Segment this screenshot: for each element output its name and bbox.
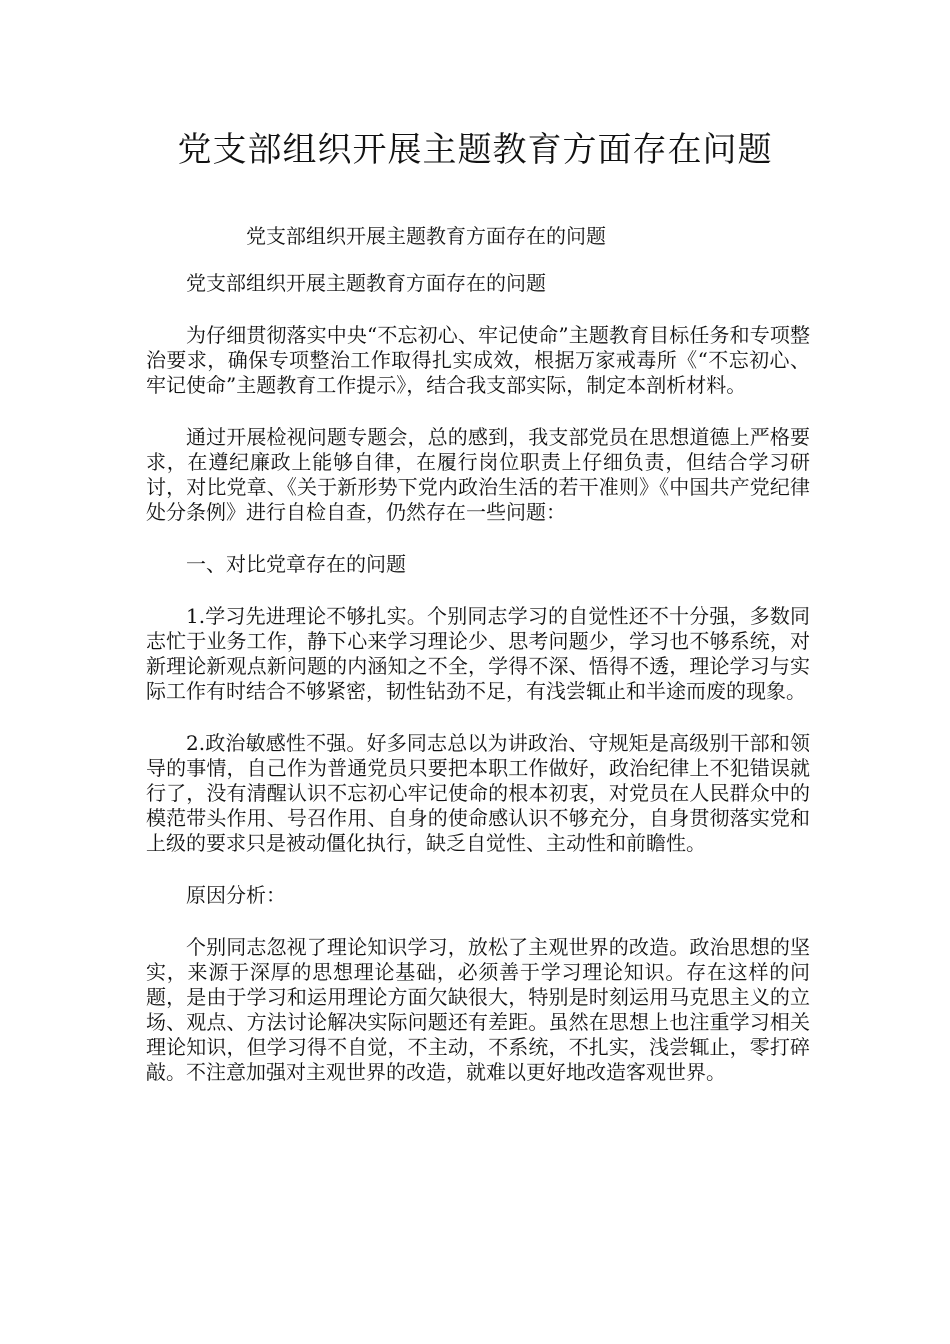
issue-paragraph-2: 2.政治敏感性不强。好多同志总以为讲政治、守规矩是高级别干部和领导的事情，自己作为普通党员只要把本职工作做好，政治纪律上不犯错误就行了，没有清醒认识不忘初心牢记使命的根本初衷，对党员在人民群众中的模范带头作用、号召作用、自身的使命感认识不够充分，自身贯彻落实党和上级的要求只是被动僵化执行，缺乏自觉性、主动性和前瞻性。 [146,731,810,855]
cause-analysis-paragraph: 个别同志忽视了理论知识学习，放松了主观世界的改造。政治思想的坚实，来源于深厚的思想理论基础，必须善于学习理论知识。存在这样的问题，是由于学习和运用理论方面欠缺很大，特别是时刻运用马克思主义的立场、观点、方法讨论解决实际问题还有差距。虽然在思想上也注重学习相关理论知识，但学习得不自觉，不主动，不系统，不扎实，浅尝辄止，零打碎敲。不注意加强对主观世界的改造，就难以更好地改造客观世界。 [146,935,810,1084]
issue-paragraph-1: 1.学习先进理论不够扎实。个别同志学习的自觉性还不十分强，多数同志忙于业务工作，静下心来学习理论少、思考问题少，学习也不够系统，对新理论新观点新问题的内涵知之不全，学得不深、悟得不透，理论学习与实际工作有时结合不够紧密，韧性钻劲不足，有浅尝辄止和半途而废的现象。 [146,604,810,703]
section-heading-party-constitution: 一、对比党章存在的问题 [186,552,406,576]
intro-paragraph: 为仔细贯彻落实中央“不忘初心、牢记使命”主题教育目标任务和专项整治要求，确保专项整治工作取得扎实成效，根据万家戒毒所《“不忘初心、牢记使命”主题教育工作提示》，结合我支部实际，制定本剖析材料。 [146,323,810,397]
section-heading: 党支部组织开展主题教育方面存在的问题 [186,271,546,295]
overview-paragraph: 通过开展检视问题专题会，总的感到，我支部党员在思想道德上严格要求，在遵纪廉政上能够自律，在履行岗位职责上仔细负责，但结合学习研讨，对比党章、《关于新形势下党内政治生活的若干准则》《中国共产党纪律处分条例》进行自检自查，仍然存在一些问题： [146,425,810,524]
cause-analysis-heading: 原因分析： [186,883,286,907]
document-subtitle: 党支部组织开展主题教育方面存在的问题 [246,224,606,248]
document-body [146,271,810,1112]
document-title: 党支部组织开展主题教育方面存在问题 [177,130,773,170]
